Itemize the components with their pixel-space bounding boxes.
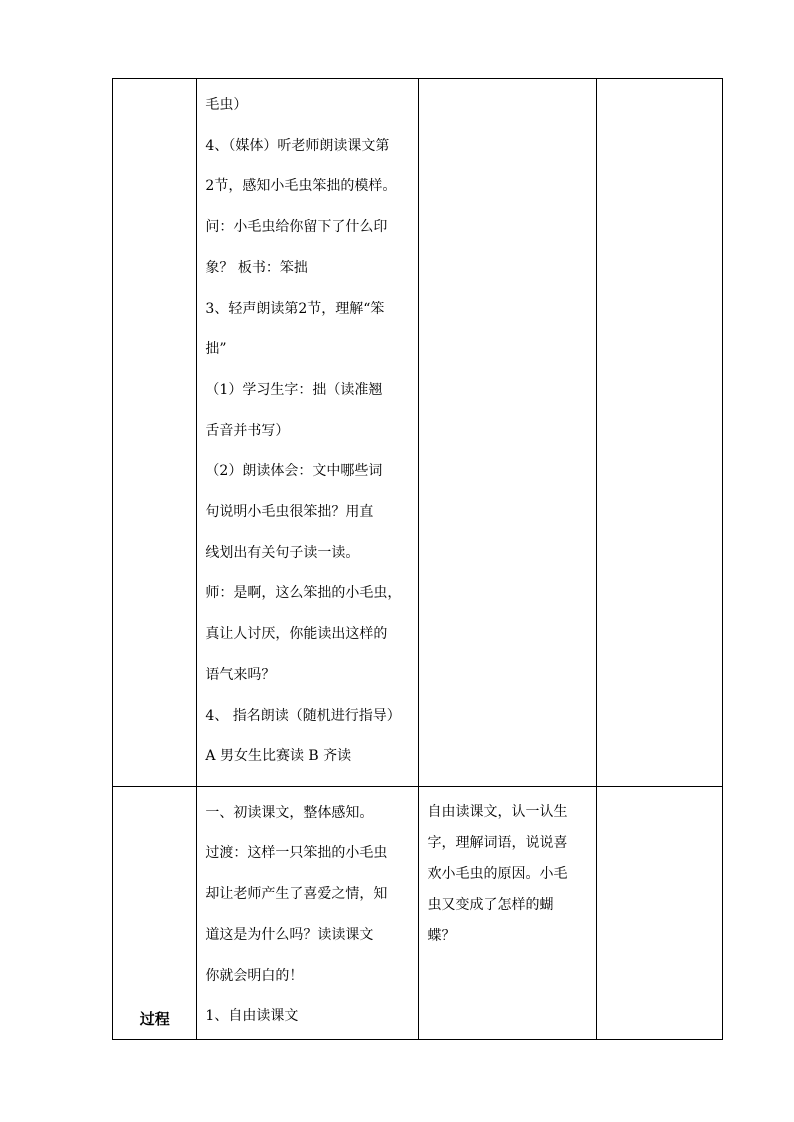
teacher-activity-cell (197, 786, 419, 1039)
text-line: 过渡：这样一只笨拙的小毛虫 (205, 845, 388, 862)
stage-label: 过程 (139, 1010, 170, 1028)
text-line: 真让人讨厌，你能读出这样的 (205, 626, 388, 643)
teacher-activity-cell (197, 79, 419, 787)
text-line: 3、轻声朗读第2节，理解“笨 (205, 300, 385, 317)
text-line: 2节，感知小毛虫笨拙的模样。 (205, 178, 397, 195)
text-line: （2）朗读体会：文中哪些词 (205, 463, 383, 480)
teacher-activity-text (197, 787, 418, 1037)
student-activity-text (419, 787, 596, 952)
student-activity-cell (419, 79, 597, 787)
text-line: 蝶？ (427, 927, 456, 944)
teacher-activity-text (197, 79, 418, 777)
stage-cell (113, 786, 197, 1039)
text-line: 自由读课文，认一认生 (427, 803, 568, 820)
stage-cell (113, 79, 197, 787)
text-line: （1）学习生字：拙（读准翘 (205, 381, 383, 398)
text-line: 虫又变成了怎样的蝴 (427, 896, 554, 913)
text-line: 一、初读课文，整体感知。 (205, 804, 374, 821)
text-line: 象？ 板书：笨拙 (205, 259, 308, 276)
text-line: 毛虫） (205, 97, 248, 113)
notes-cell (597, 786, 723, 1039)
lesson-plan-table (112, 78, 723, 1040)
text-line: 你就会明白的！ (205, 967, 304, 984)
notes-cell (597, 79, 723, 787)
text-line: 舌音并书写） (205, 422, 290, 439)
table-row (113, 79, 723, 787)
text-line: 线划出有关句子读一读。 (205, 544, 360, 561)
table-row (113, 786, 723, 1039)
text-line: 师：是啊，这么笨拙的小毛虫， (205, 585, 402, 602)
text-line: 字，理解词语，说说喜 (427, 834, 568, 851)
text-line: 问：小毛虫给你留下了什么印 (205, 219, 388, 236)
text-line: 1、自由读课文 (205, 1008, 299, 1025)
text-line: 拙” (205, 341, 227, 358)
text-line: A 男女生比赛读 B 齐读 (205, 748, 352, 765)
text-line: 欢小毛虫的原因。小毛 (427, 865, 568, 882)
text-line: 道这是为什么吗？读读课文 (205, 926, 374, 943)
text-line: 语气来吗？ (205, 666, 276, 683)
text-line: 却让老师产生了喜爱之情，知 (205, 886, 388, 903)
text-line: 句说明小毛虫很笨拙？用直 (205, 504, 374, 521)
student-activity-cell (419, 786, 597, 1039)
text-line: 4、 指名朗读（随机进行指导） (205, 707, 401, 724)
text-line: 4、（媒体）听老师朗读课文第 (205, 137, 390, 154)
